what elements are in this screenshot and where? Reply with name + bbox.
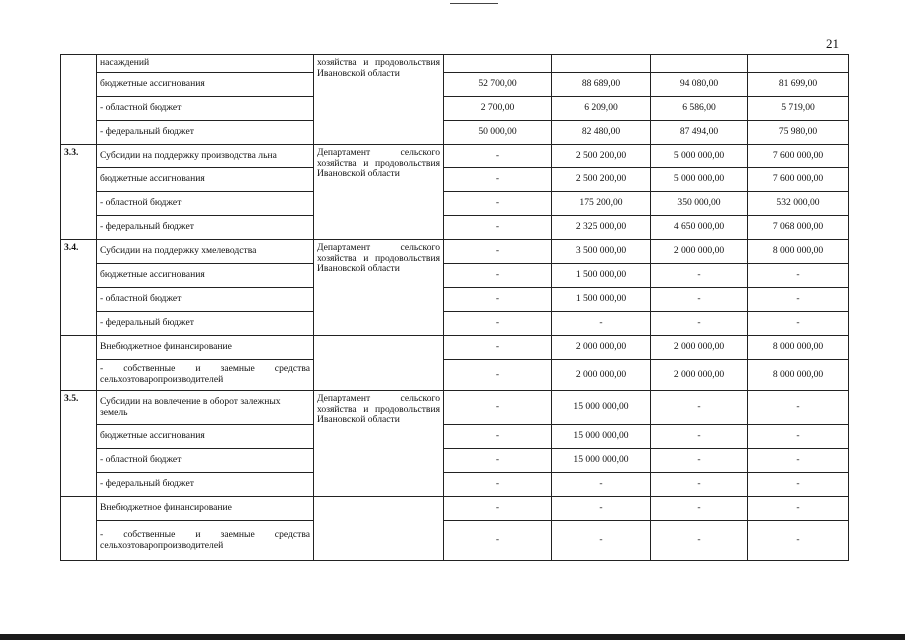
responsible-cell: Департамент сельского хозяйства и продовольствия Ивановской области — [314, 145, 444, 240]
row-description: бюджетные ассигнования — [97, 73, 314, 97]
table-row — [61, 425, 849, 449]
scan-edge — [0, 634, 905, 640]
table-row — [61, 216, 849, 240]
value-cell: - — [748, 312, 849, 336]
value-cell: - — [444, 521, 552, 561]
value-cell: - — [444, 240, 552, 264]
value-cell: 532 000,00 — [748, 192, 849, 216]
table-row — [61, 240, 849, 264]
value-cell: - — [748, 521, 849, 561]
table-row — [61, 73, 849, 97]
row-number — [61, 497, 97, 561]
value-cell: 175 200,00 — [552, 192, 651, 216]
page-number: 21 — [826, 36, 839, 51]
table-row — [61, 145, 849, 168]
value-cell — [651, 55, 748, 73]
table-row — [61, 264, 849, 288]
value-cell: - — [444, 473, 552, 497]
value-cell: - — [444, 312, 552, 336]
value-cell — [552, 55, 651, 73]
value-cell: 15 000 000,00 — [552, 449, 651, 473]
responsible-cell: Департамент сельского хозяйства и продовольствия Ивановской области — [314, 240, 444, 336]
table-row — [61, 168, 849, 192]
value-cell: 5 000 000,00 — [651, 168, 748, 192]
row-number — [61, 55, 97, 145]
value-cell: - — [651, 473, 748, 497]
responsible-cell: Департамент сельского хозяйства и продовольствия Ивановской области — [314, 391, 444, 497]
value-cell: - — [651, 449, 748, 473]
value-cell: - — [444, 449, 552, 473]
row-description: - федеральный бюджет — [97, 312, 314, 336]
row-description: - собственные и заемные средства сельхозтоваропроизводителей — [97, 360, 314, 391]
value-cell: 15 000 000,00 — [552, 391, 651, 425]
value-cell: 82 480,00 — [552, 121, 651, 145]
value-cell: 6 586,00 — [651, 97, 748, 121]
value-cell: - — [444, 391, 552, 425]
table-row — [61, 288, 849, 312]
value-cell: 15 000 000,00 — [552, 425, 651, 449]
value-cell: - — [552, 497, 651, 521]
value-cell: - — [651, 312, 748, 336]
row-number — [61, 336, 97, 391]
row-description: - областной бюджет — [97, 97, 314, 121]
value-cell: - — [444, 336, 552, 360]
value-cell: - — [444, 264, 552, 288]
value-cell: - — [748, 264, 849, 288]
value-cell: 87 494,00 — [651, 121, 748, 145]
row-description: бюджетные ассигнования — [97, 264, 314, 288]
table-row — [61, 360, 849, 391]
value-cell: 2 000 000,00 — [552, 360, 651, 391]
value-cell: - — [651, 425, 748, 449]
value-cell: - — [651, 521, 748, 561]
value-cell: 1 500 000,00 — [552, 288, 651, 312]
value-cell: - — [552, 521, 651, 561]
value-cell: - — [444, 425, 552, 449]
value-cell: 4 650 000,00 — [651, 216, 748, 240]
value-cell: 81 699,00 — [748, 73, 849, 97]
row-description: Субсидии на поддержку хмелеводства — [97, 240, 314, 264]
value-cell: - — [444, 360, 552, 391]
value-cell: - — [552, 473, 651, 497]
row-description: насаждений — [97, 55, 314, 73]
value-cell: 2 000 000,00 — [651, 336, 748, 360]
table-row — [61, 192, 849, 216]
value-cell — [748, 55, 849, 73]
value-cell: 8 000 000,00 — [748, 240, 849, 264]
value-cell — [444, 55, 552, 73]
value-cell: - — [651, 391, 748, 425]
row-description: Внебюджетное финансирование — [97, 497, 314, 521]
value-cell: - — [444, 497, 552, 521]
responsible-cell — [314, 497, 444, 561]
row-description: - собственные и заемные средства сельхозтоваропроизводителей — [97, 521, 314, 561]
responsible-cell: хозяйства и продовольствия Ивановской области — [314, 55, 444, 145]
table-row — [61, 121, 849, 145]
value-cell: - — [444, 145, 552, 168]
value-cell: - — [552, 312, 651, 336]
table-row — [61, 497, 849, 521]
value-cell: 7 600 000,00 — [748, 145, 849, 168]
value-cell: 2 500 200,00 — [552, 145, 651, 168]
row-number: 3.5. — [61, 391, 97, 497]
value-cell: - — [748, 288, 849, 312]
table-row — [61, 312, 849, 336]
budget-table — [60, 54, 849, 561]
responsible-cell — [314, 336, 444, 391]
value-cell: 2 500 200,00 — [552, 168, 651, 192]
row-number: 3.3. — [61, 145, 97, 240]
table-row — [61, 336, 849, 360]
value-cell: 7 600 000,00 — [748, 168, 849, 192]
value-cell: - — [651, 497, 748, 521]
row-number: 3.4. — [61, 240, 97, 336]
row-description: Внебюджетное финансирование — [97, 336, 314, 360]
row-description: Субсидии на вовлечение в оборот залежных земель — [97, 391, 314, 425]
row-description: - федеральный бюджет — [97, 121, 314, 145]
value-cell: 8 000 000,00 — [748, 360, 849, 391]
row-description: - областной бюджет — [97, 192, 314, 216]
value-cell: 94 080,00 — [651, 73, 748, 97]
value-cell: - — [444, 168, 552, 192]
value-cell: 2 000 000,00 — [651, 360, 748, 391]
value-cell: 3 500 000,00 — [552, 240, 651, 264]
value-cell: 8 000 000,00 — [748, 336, 849, 360]
value-cell: 7 068 000,00 — [748, 216, 849, 240]
value-cell: - — [444, 216, 552, 240]
value-cell: - — [444, 192, 552, 216]
value-cell: - — [748, 449, 849, 473]
table-row — [61, 55, 849, 73]
row-description: Субсидии на поддержку производства льна — [97, 145, 314, 168]
table-row — [61, 521, 849, 561]
table-row — [61, 391, 849, 425]
value-cell: 1 500 000,00 — [552, 264, 651, 288]
table-row — [61, 97, 849, 121]
value-cell: 2 000 000,00 — [651, 240, 748, 264]
value-cell: 2 000 000,00 — [552, 336, 651, 360]
value-cell: 6 209,00 — [552, 97, 651, 121]
table-row — [61, 449, 849, 473]
top-rule — [450, 3, 498, 4]
table-row — [61, 473, 849, 497]
value-cell: 88 689,00 — [552, 73, 651, 97]
value-cell: 52 700,00 — [444, 73, 552, 97]
row-description: - федеральный бюджет — [97, 216, 314, 240]
value-cell: 5 000 000,00 — [651, 145, 748, 168]
row-description: - федеральный бюджет — [97, 473, 314, 497]
row-description: бюджетные ассигнования — [97, 425, 314, 449]
row-description: бюджетные ассигнования — [97, 168, 314, 192]
value-cell: 75 980,00 — [748, 121, 849, 145]
row-description: - областной бюджет — [97, 449, 314, 473]
value-cell: - — [748, 391, 849, 425]
value-cell: 2 325 000,00 — [552, 216, 651, 240]
value-cell: - — [748, 473, 849, 497]
value-cell: - — [444, 288, 552, 312]
value-cell: 5 719,00 — [748, 97, 849, 121]
value-cell: - — [651, 288, 748, 312]
value-cell: 2 700,00 — [444, 97, 552, 121]
value-cell: - — [748, 497, 849, 521]
value-cell: - — [748, 425, 849, 449]
row-description: - областной бюджет — [97, 288, 314, 312]
value-cell: 350 000,00 — [651, 192, 748, 216]
value-cell: 50 000,00 — [444, 121, 552, 145]
value-cell: - — [651, 264, 748, 288]
